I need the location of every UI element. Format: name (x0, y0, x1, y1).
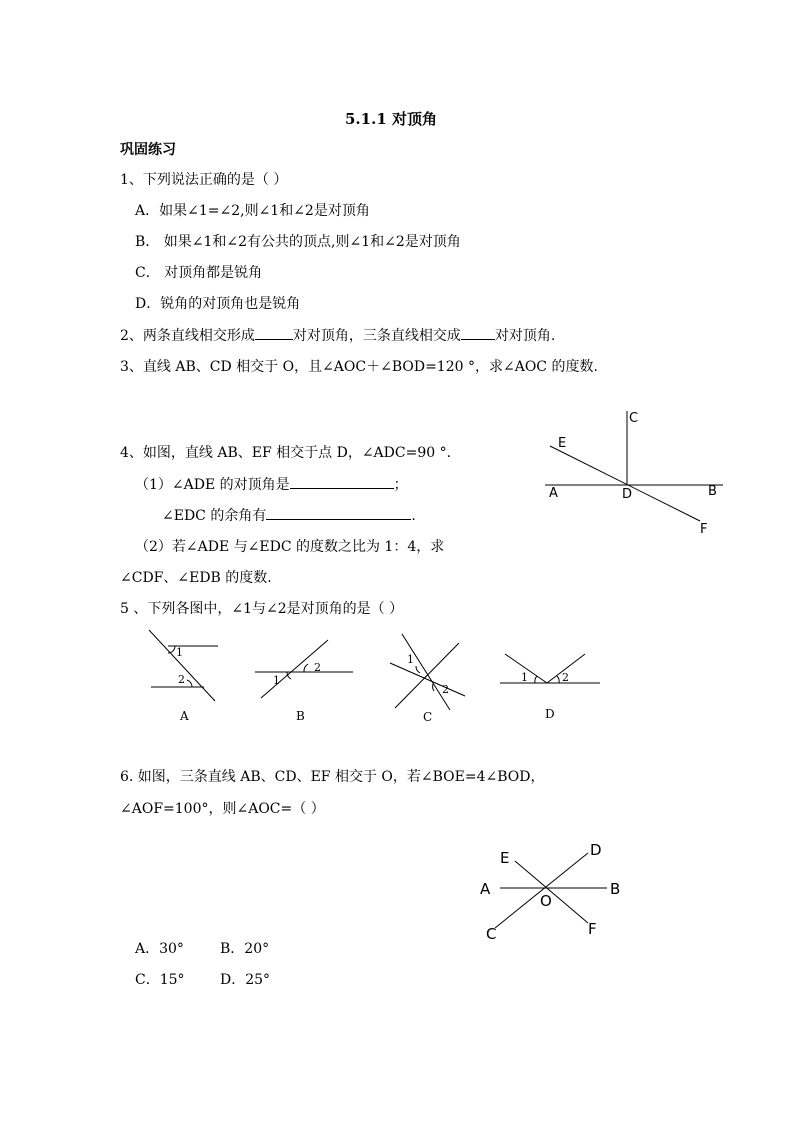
question-3: 3、直线 AB、CD 相交于 O，且∠AOC＋∠BOD=120 °，求∠AOC 的度数. (120, 359, 598, 375)
question-1-option-c: C． 对顶角都是锐角 (135, 265, 263, 281)
question-4-figure (540, 408, 740, 538)
label-b: B (708, 484, 717, 499)
answer-blank[interactable] (255, 327, 293, 340)
question-4-sub-1a (135, 476, 408, 494)
section-heading: 巩固练习 (120, 142, 176, 158)
label-a: A (549, 486, 558, 501)
label-o: O (540, 892, 552, 910)
question-6-option-d: D．25° (220, 972, 271, 988)
question-6-stem-1: 6. 如图，三条直线 AB、CD、EF 相交于 O，若∠BOE=4∠BOD， (120, 769, 545, 785)
label-e: E (558, 436, 567, 451)
page-title: 5.1.1 对顶角 (345, 110, 437, 128)
question-5-figure-d (495, 628, 605, 723)
angle-2-label: 2 (178, 673, 185, 686)
question-4-sub-1b (162, 507, 416, 525)
figure-caption: B (296, 709, 305, 723)
question-1-stem: 1、下列说法正确的是（ ） (120, 172, 288, 188)
answer-blank[interactable] (266, 507, 411, 520)
question-4-stem: 4、如图，直线 AB、EF 相交于点 D，∠ADC=90 °. (120, 445, 452, 461)
label-a: A (480, 880, 491, 898)
question-1-option-d: D．锐角的对顶角也是锐角 (135, 296, 301, 312)
question-5-figure-b (250, 628, 360, 723)
question-1-option-b: B． 如果∠1和∠2有公共的顶点,则∠1和∠2是对顶角 (135, 234, 461, 250)
label-d: D (622, 487, 633, 502)
question-6-option-c: C．15° (135, 972, 185, 988)
label-f: F (588, 920, 597, 938)
angle-1-label: 1 (521, 671, 528, 684)
label-c: C (486, 925, 497, 943)
question-4-sub-2a: （2）若∠ADE 与∠EDC 的度数之比为 1：4，求 (135, 539, 445, 555)
question-5-figure-c (380, 628, 480, 728)
angle-1-label: 1 (273, 674, 280, 687)
question-4-sub-1a-end: ； (393, 477, 408, 493)
question-2-part-1: 2、两条直线相交形成 (120, 328, 255, 344)
angle-2-label: 2 (562, 671, 569, 684)
question-2-part-2: 对对顶角，三条直线相交成 (292, 328, 461, 344)
question-4-sub-2b: ∠CDF、∠EDB 的度数. (120, 570, 272, 586)
angle-2-label: 2 (442, 683, 449, 696)
angle-1-label: 1 (176, 646, 183, 659)
question-6-figure (475, 838, 635, 948)
question-2 (120, 327, 555, 345)
label-f: F (700, 522, 708, 537)
question-1-option-a: A．如果∠1=∠2,则∠1和∠2是对顶角 (135, 203, 370, 219)
question-2-part-3: 对对顶角. (494, 328, 556, 344)
label-c: C (629, 411, 639, 426)
question-6-option-b: B．20° (220, 941, 270, 957)
figure-caption: A (180, 709, 189, 723)
question-4-sub-1b-end: . (411, 508, 416, 524)
question-5-figure-a (140, 628, 230, 723)
question-4-sub-1b-text: ∠EDC 的余角有 (162, 508, 267, 524)
label-d: D (590, 841, 602, 859)
figure-caption: C (423, 710, 433, 724)
question-4-sub-1a-text: （1）∠ADE 的对顶角是 (135, 477, 290, 493)
question-5-stem: 5 、下列各图中，∠1与∠2是对顶角的是（ ） (120, 601, 404, 617)
label-b: B (610, 880, 621, 898)
answer-blank[interactable] (461, 327, 495, 340)
label-e: E (500, 849, 510, 867)
angle-1-label: 1 (407, 653, 414, 666)
angle-2-label: 2 (314, 661, 321, 674)
question-6-stem-2: ∠AOF=100°，则∠AOC=（ ） (120, 801, 325, 817)
answer-blank[interactable] (290, 476, 394, 489)
figure-caption: D (545, 707, 555, 721)
question-6-option-a: A．30° (135, 941, 184, 957)
